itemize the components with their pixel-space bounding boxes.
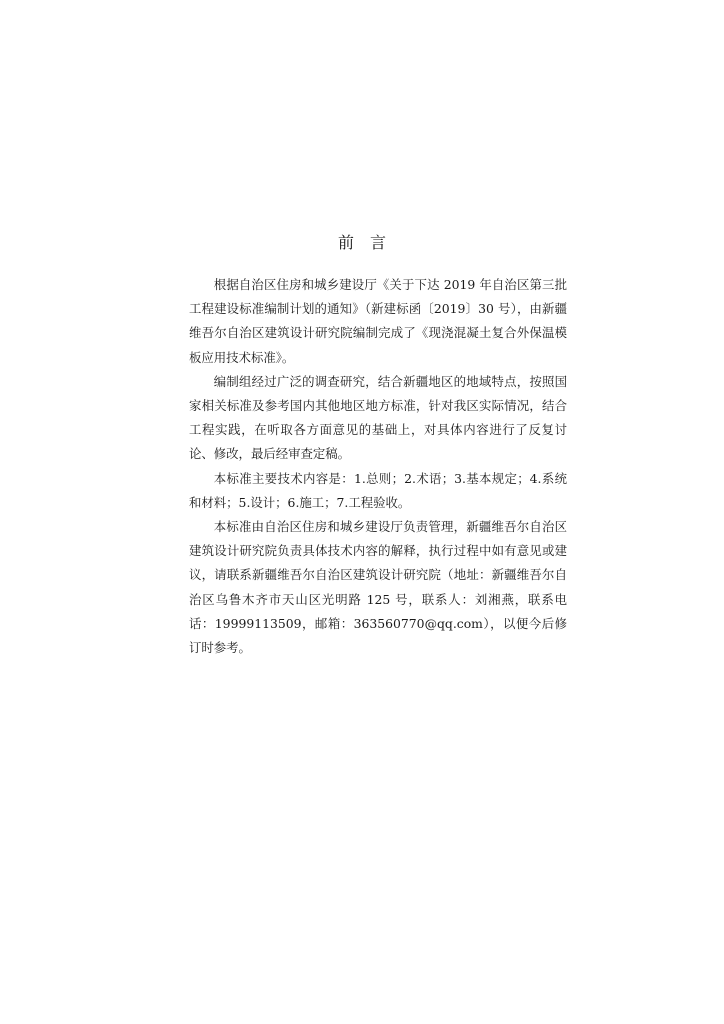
- paragraph-management: 本标准由自治区住房和城乡建设厅负责管理，新疆维吾尔自治区建筑设计研究院负责具体技术内容的解释，执行过程中如有意见或建议，请联系新疆维吾尔自治区建筑设计研究院（地址：新疆维吾尔自治区乌鲁木齐市天山区光明路 125 号，联系人：刘湘燕，联系电话：19999113509，邮箱：363560770@qq.com），以便今后修订时参考。: [189, 519, 567, 656]
- paragraph-contents: 本标准主要技术内容是：1.总则；2.术语；3.基本规定；4.系统和材料；5.设计；6.施工；7.工程验收。: [189, 470, 567, 510]
- paragraph-process: 编制组经过广泛的调查研究，结合新疆地区的地域特点，按照国家相关标准及参考国内其他地区地方标准，针对我区实际情况，结合工程实践，在听取各方面意见的基础上，对具体内容进行了反复讨论、修改，最后经审查定稿。: [189, 373, 567, 462]
- paragraph-background: 根据自治区住房和城乡建设厅《关于下达 2019 年自治区第三批工程建设标准编制计划的通知》（新建标函〔2019〕30 号），由新疆维吾尔自治区建筑设计研究院编制完成了《现浇混凝土复合外保温模板应用技术标准》。: [189, 277, 567, 365]
- page-title: 前 言: [337, 233, 386, 252]
- body-text: [189, 273, 567, 660]
